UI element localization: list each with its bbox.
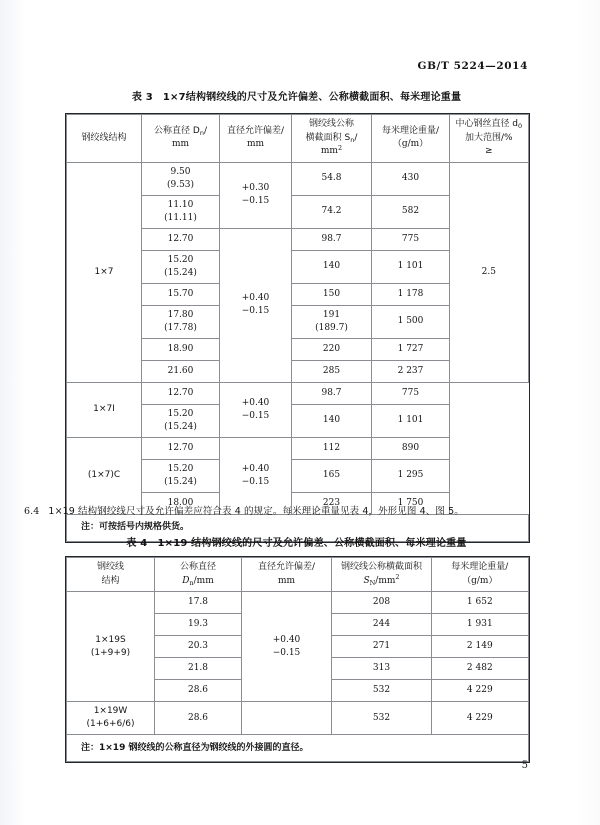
table-row <box>67 382 529 404</box>
area-cell: 244 <box>332 614 432 636</box>
th4-nd-sub: n <box>189 578 194 587</box>
table3-th-structure: 钢绞线结构 <box>67 115 142 163</box>
th4-area-l1: 钢绞线公称横截面积 <box>340 562 422 572</box>
structure-l1: 1×19S <box>95 634 126 645</box>
table-row <box>67 592 529 614</box>
tolerance-pos: +0.30 <box>241 183 270 194</box>
table4-label: 表 4 <box>126 538 148 549</box>
diameter-main: 9.50 <box>170 166 191 177</box>
mass-cell: 1 500 <box>372 305 450 338</box>
diameter-alt: (15.24) <box>164 267 197 278</box>
diameter-main: 11.10 <box>167 199 194 210</box>
th-area-line1: 钢绞线公称 <box>308 119 354 129</box>
tolerance-cell <box>242 592 332 702</box>
table4-caption <box>65 534 528 549</box>
diameter-cell: 17.8 <box>155 592 242 614</box>
tolerance-cell <box>220 228 292 382</box>
th-area-sub: n <box>350 135 355 144</box>
th-nd-unit: mm <box>171 139 190 150</box>
mass-cell: 2 149 <box>432 636 529 658</box>
th-cw-line3: ≥ <box>485 146 493 156</box>
table3-center-wire-increase: 2.5 <box>450 162 529 382</box>
tolerance-neg: −0.15 <box>241 476 270 487</box>
area-cell: 54.8 <box>292 162 372 195</box>
th-area-unit-text: mm <box>320 146 338 156</box>
table4-th-structure <box>67 558 155 592</box>
diameter-cell <box>142 459 220 492</box>
table3-th-mass <box>372 115 450 163</box>
table3-caption-text: 1×7结构钢绞线的尺寸及允许偏差、公称横截面积、每米理论重量 <box>162 92 462 103</box>
tolerance-neg: −0.15 <box>241 306 270 316</box>
mass-cell: 1 295 <box>372 459 450 492</box>
diameter-main: 17.80 <box>167 309 194 320</box>
mass-cell: 1 101 <box>372 404 450 437</box>
table-row <box>67 162 529 195</box>
area-cell: 140 <box>292 404 372 437</box>
diameter-cell <box>142 195 220 228</box>
th4-area-unit: /mm <box>375 575 396 586</box>
table4-th-mass <box>432 558 529 592</box>
area-cell: 140 <box>292 250 372 283</box>
area-cell: 150 <box>292 283 372 305</box>
table3-container <box>65 113 528 547</box>
table3-th-nominal-diameter <box>142 115 220 163</box>
diameter-cell: 21.8 <box>155 658 242 680</box>
diameter-main: 15.20 <box>167 408 194 419</box>
area-cell: 532 <box>332 680 432 702</box>
area-cell: 74.2 <box>292 195 372 228</box>
area-cell <box>292 305 372 338</box>
tolerance-neg: −0.15 <box>272 647 301 658</box>
table3-header-row <box>67 115 529 163</box>
table3-structure-1x7c: (1×7)C <box>67 437 142 514</box>
mass-cell: 2 237 <box>372 360 450 382</box>
diameter-cell: 12.70 <box>142 228 220 250</box>
diameter-alt: (17.78) <box>164 322 197 333</box>
table3-th-area <box>292 115 372 163</box>
mass-cell: 582 <box>372 195 450 228</box>
area-cell: 285 <box>292 360 372 382</box>
table3-th-center-wire <box>450 115 529 163</box>
th4-area-sub: N <box>369 578 376 587</box>
th4-area-sym: S <box>363 575 370 586</box>
th-area-unit <box>320 143 343 156</box>
diameter-cell <box>142 305 220 338</box>
th-nd-sub: n <box>199 128 204 137</box>
diameter-main: 15.20 <box>167 463 194 474</box>
mass-cell: 1 727 <box>372 338 450 360</box>
diameter-cell: 28.6 <box>155 702 242 735</box>
mass-cell: 4 229 <box>432 702 529 735</box>
th-dt-line1: 直径允许偏差/ <box>226 125 285 136</box>
area-cell: 532 <box>332 702 432 735</box>
area-cell: 208 <box>332 592 432 614</box>
structure-l2: (1+6+6/6) <box>86 719 135 729</box>
table-row <box>67 702 529 735</box>
th4-dt-l1: 直径允许偏差/ <box>257 562 316 572</box>
mass-cell: 775 <box>372 382 450 404</box>
mass-cell: 1 750 <box>372 492 450 514</box>
table3-th-diameter-tolerance <box>220 115 292 163</box>
diameter-cell: 18.00 <box>142 492 220 514</box>
th4-mass-l2: （g/m） <box>462 575 498 586</box>
table3 <box>66 114 529 542</box>
th4-nd-l2 <box>182 576 214 586</box>
diameter-cell: 15.70 <box>142 283 220 305</box>
tolerance-neg: −0.15 <box>241 410 270 421</box>
diameter-cell: 21.60 <box>142 360 220 382</box>
mass-cell: 430 <box>372 162 450 195</box>
table3-label: 表 3 <box>131 92 153 103</box>
diameter-cell <box>142 404 220 437</box>
table4-th-nominal-diameter <box>155 558 242 592</box>
clause-number: 6.4 <box>24 506 40 517</box>
area-main: 191 <box>322 309 341 320</box>
area-cell: 220 <box>292 338 372 360</box>
table4-note-row <box>67 735 529 762</box>
th-area-line2: 横截面积 $S_n/$ <box>305 132 358 144</box>
area-cell: 271 <box>332 636 432 658</box>
diameter-cell: 18.90 <box>142 338 220 360</box>
diameter-alt: (15.24) <box>164 421 197 432</box>
area-cell: 313 <box>332 658 432 680</box>
table-row <box>67 437 529 459</box>
th4-nd-l1: 公称直径 <box>179 562 216 572</box>
table4-th-area <box>332 558 432 592</box>
mass-cell: 890 <box>372 437 450 459</box>
structure-l1: 1×19W <box>93 706 128 717</box>
th4-structure-l1: 钢绞线 <box>96 562 124 572</box>
table4-caption-text: 1×19 结构钢绞线的尺寸及允许偏差、公称横截面积、每米理论重量 <box>157 538 467 549</box>
diameter-cell: 28.6 <box>155 680 242 702</box>
table4-container <box>65 556 528 767</box>
th-nd-text: 公称直径 D <box>154 125 200 136</box>
th-cw-sub: 0 <box>518 122 523 130</box>
tolerance-neg: −0.15 <box>241 196 270 206</box>
table4-note: 注：1×19 钢绞线的公称直径为钢绞线的外接圆的直径。 <box>67 735 529 762</box>
mass-cell: 775 <box>372 228 450 250</box>
area-cell: 98.7 <box>292 382 372 404</box>
diameter-cell: 20.3 <box>155 636 242 658</box>
th4-nd-unit: /mm <box>193 575 214 586</box>
table4-th-diameter-tolerance <box>242 558 332 592</box>
th-cw-text: 中心钢丝直径 d <box>455 119 519 129</box>
diameter-main: 15.20 <box>167 254 194 265</box>
tolerance-pos: +0.40 <box>241 463 270 474</box>
area-cell: 223 <box>292 492 372 514</box>
th-dt-unit: mm <box>246 139 265 150</box>
mass-cell: 1 931 <box>432 614 529 636</box>
structure-l2: (1+9+9) <box>90 647 131 658</box>
th-cw-line1 <box>455 119 522 129</box>
diameter-cell: 19.3 <box>155 614 242 636</box>
area-cell: 165 <box>292 459 372 492</box>
clause-text: 1×19 结构钢绞线尺寸及允许偏差应符合表 4 的规定。每米理论重量见表 4，外形见图 4、图 5。 <box>48 506 464 517</box>
th4-dt-l2: mm <box>277 575 296 586</box>
tolerance-cell <box>242 702 332 735</box>
table4-structure-1x19s <box>67 592 155 702</box>
table3-structure-1x7: 1×7 <box>67 162 142 382</box>
table4-header-row <box>67 558 529 592</box>
diameter-alt: (11.11) <box>164 212 197 223</box>
table4-structure-1x19w <box>67 702 155 735</box>
table3-structure-1x7i: 1×7I <box>67 382 142 437</box>
table3-caption <box>65 88 528 103</box>
tolerance-pos: +0.40 <box>241 397 270 408</box>
th-area-sup: 2 <box>337 143 343 152</box>
table3-note: 注：可按括号内规格供货。 <box>67 514 529 541</box>
th-area-text: 横截面积 S <box>305 132 351 143</box>
th4-nd-sym: D <box>182 575 190 586</box>
diameter-cell <box>142 162 220 195</box>
tolerance-cell <box>220 382 292 437</box>
diameter-cell <box>142 250 220 283</box>
clause-6-4 <box>24 503 576 517</box>
th4-structure-l2: 结构 <box>101 575 120 586</box>
diameter-cell: 12.70 <box>142 382 220 404</box>
mass-cell: 4 229 <box>432 680 529 702</box>
diameter-alt: (9.53) <box>166 179 195 190</box>
mass-cell: 1 652 <box>432 592 529 614</box>
diameter-cell: 12.70 <box>142 437 220 459</box>
mass-cell: 1 178 <box>372 283 450 305</box>
th-mass-line1: 每米理论重量/ <box>381 125 440 136</box>
mass-cell: 2 482 <box>432 658 529 680</box>
area-alt: (189.7) <box>315 322 348 333</box>
area-cell: 98.7 <box>292 228 372 250</box>
table4 <box>66 557 529 762</box>
th-mass-unit: （g/m） <box>392 139 429 150</box>
th4-area-sup: 2 <box>395 573 400 581</box>
page-number: 5 <box>521 760 528 771</box>
mass-cell: 1 101 <box>372 250 450 283</box>
th4-mass-l1: 每米理论重量/ <box>451 562 509 572</box>
area-cell: 112 <box>292 437 372 459</box>
page-header-standard-number: GB/T 5224—2014 <box>417 60 528 72</box>
th-cw-line2: 加大范围/% <box>465 132 513 143</box>
diameter-alt: (15.24) <box>164 476 197 487</box>
th4-area-l2 <box>363 573 400 587</box>
th-nominal-diameter-line1: 公称直径 $D_n/$ <box>154 125 207 137</box>
tolerance-cell <box>220 162 292 228</box>
tolerance-pos: +0.40 <box>241 293 270 304</box>
tolerance-pos: +0.40 <box>272 634 301 645</box>
